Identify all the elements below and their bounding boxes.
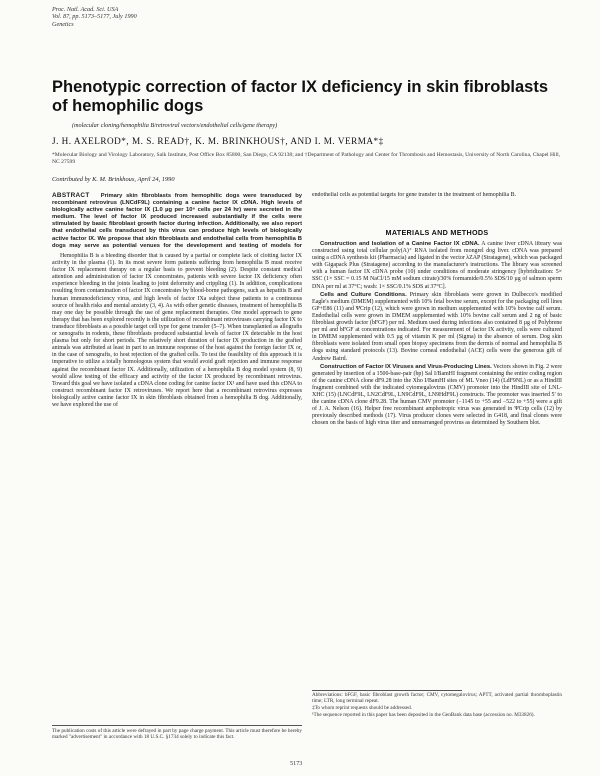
authors: J. H. AXELROD*, M. S. READ†, K. M. BRINKHOUS†, AND I. M. VERMA*‡	[52, 136, 384, 146]
section-heading-methods: MATERIALS AND METHODS	[385, 228, 489, 237]
footnote-genbank: ¹The sequence reported in this paper has been deposited in the GenBank data base (accession no. M33826).	[312, 712, 535, 719]
methods-text: A canine liver cDNA library was constructed using total cellular poly(A)⁺ RNA isolated from mongrel dog liver. cDNA was prepared using a cDNA synthesis kit (Pharmacia) and ligated in the vector λZAP (Stratagene), which was packaged with Gigapack Plus (Stratagene) according to the manufacturer's instructions. The library was screened with a human factor IX cDNA probe (10) under conditions of moderate stringency [hybridization: 5× SSC (1× SSC = 0.15 M NaCl/15 mM sodium citrate)/30% formamide/0.5% SDS/10 µg of salmon sperm DNA per ml at 37°C; wash: 1× SSC/0.1% SDS at 37°C].	[312, 241, 562, 290]
abstract-label: ABSTRACT	[52, 192, 90, 199]
methods-paragraph	[312, 241, 562, 291]
footnotes	[312, 692, 562, 756]
keywords: (molecular cloning/hemophilia B/retroviral vectors/endothelial cells/gene therapy)	[72, 122, 278, 129]
methods-paragraph	[312, 364, 562, 428]
methods-subhead: Cells and Culture Conditions.	[320, 291, 407, 298]
methods-column	[312, 241, 562, 687]
journal-section: Genetics	[52, 20, 74, 28]
abstract	[52, 192, 302, 248]
methods-text: Primary skin fibroblasts were grown in Dulbecco's modified Eagle's medium (DMEM) supplemented with 10% fetal bovine serum, except for the packaging cell lines GP+E86 (11) and ΨCrip (12), which were grown in medium supplemented with 10% bovine calf serum. Endothelial cells were grown in DMEM supplemented with 10% bovine calf serum and 2 ng of basic fibroblast growth factor (bFGF) per ml. Medium used during infections also contained 8 µg of Polybrene per ml and bFGF at concentrations indicated. For measurement of factor IX activity, cells were cultured in DMEM supplemented with 0.5 µg of vitamin K per ml (Sigma) in the absence of serum. Dog skin fibroblasts were isolated from small open biopsy specimens from the dermis of normal and hemophilia B dogs using standard protocols (13). Bovine corneal endothelial (ACE) cells were the generous gift of Andrew Baird.	[312, 291, 562, 362]
journal-header	[52, 6, 137, 28]
footnote-reprints: ‡To whom reprint requests should be addressed.	[312, 705, 413, 712]
footnote-abbreviations: Abbreviations: bFGF, basic fibroblast growth factor; CMV, cytomegalovirus; APTT, activated partial thromboplastin time; LTR, long terminal repeat.	[312, 692, 562, 705]
methods-paragraph	[312, 292, 562, 363]
affiliations: *Molecular Biology and Virology Laboratory, Salk Institute, Post Office Box 85800, San Diego, CA 92138; and †Department of Pathology and Center for Thrombosis and Hemostasis, University of North Carolina, Chapel Hill, NC 27599	[52, 152, 561, 165]
footnote-divider	[52, 725, 302, 726]
journal-volume: Vol. 87, pp. 5173–5177, July 1990	[52, 13, 137, 21]
abstract-text: Primary skin fibroblasts from hemophilic dogs were transduced by recombinant retrovirus (LNCdF9L) containing a canine factor IX cDNA. High levels of biologically active canine factor IX (1.0 µg per 10⁶ cells per 24 hr) were secreted in the medium. The level of factor IX produced increased substantially if the cells were stimulated by basic fibroblast growth factor during infection. Additionally, we also report that endothelial cells transduced by this virus can produce high levels of biologically active factor IX. We propose that skin fibroblasts and endothelial cells from hemophilia B dogs may serve as potential venues for the development and testing of models for	[52, 193, 302, 248]
methods-subhead: Construction of Factor IX Viruses and Virus-Producing Lines.	[320, 363, 492, 370]
intro-paragraph: Hemophilia B is a bleeding disorder that is caused by a partial or complete lack of clotting factor IX activity in the plasma (1). In its most severe form patients suffering from hemophilia B must receive factor IX replacement therapy on a regular basis to prevent bleeding (2). Despite constant medical attention and administration of factor IX concentrates, patients with severe factor IX deficiency often experience bleeding in the joints leading to joint deformity and crippling (1). In addition, complications resulting from contamination of factor IX concentrates by blood-borne pathogens, such as hepatitis B and human immunodeficiency virus, and high levels of factor IXa subject these patients to a continuous source of health risks and mental anxiety (3, 4). As with other genetic diseases, treatment of hemophilia B may one day be possible through the use of gene replacement therapies. One model approach to gene therapy that has been explored recently is the utilization of recombinant retroviruses carrying factor IX to transduce fibroblasts as a possible target cell type for gene transfer (5–7). When transplanted as allografts or xenografts in rodents, these fibroblasts produced substantial levels of factor IX detectable in the host plasma but only for short periods. The relatively short duration of factor IX production in the grafted animals was attributed at least in part to an immune response of the host against the foreign factor IX or, in the case of xenografts, to host rejection of the grafted cells. To test the feasibility of this approach it is imperative to utilize a totally homologous system that would avoid graft rejection and immune response against the recombinant factor IX. Additionally, utilization of a hemophilia B dog model system (8, 9) would allow testing of the efficacy and activity of the factor IX produced by recombinant retrovirus. Toward this goal we have isolated a cDNA clone coding for canine factor IX¹ and have used this cDNA to construct recombinant factor IX retroviruses. We report here that a recombinant retrovirus expresses biologically active canine factor IX in skin fibroblasts obtained from a hemophilia B dog. Additionally, we have explored the use of	[52, 253, 302, 408]
intro-continuation-text: endothelial cells as potential targets for gene transfer in the treatment of hemophilia B.	[312, 192, 517, 198]
intro-continuation	[312, 192, 562, 208]
methods-subhead: Construction and Isolation of a Canine Factor IX cDNA.	[320, 241, 480, 247]
methods-text: Vectors shown in Fig. 2 were generated by insertion of a 1500-base-pair (bp) Sal I/BamHI fragment containing the entire coding region of the canine cDNA clone dF9.28 into the Xho I/BamHI sites of ML Vneo (14) (LdF9NL) or as a HindIII fragment combined with the indicated cytomegalovirus (CMV) promoter into the HindIII site of LNL-XHC (15) (LNCdF9L, LN2CdF9L, LN9CdF9L, LN9HdF9L) constructs. The promoter was inserted 5′ to the canine cDNA clone dF9.28. The human CMV promoter (−1145 to +55 and −522 to +55) were a gift of J. A. Nelson (16). Helper free recombinant amphotropic virus was generated in ΨCrip cells (12) by previously described methods (17). Virus producer clones were selected in G418, and final clones were chosen on the basis of high virus titer and unrearranged provirus as determined by Southern blot.	[312, 363, 562, 427]
communicated-by: Contributed by K. M. Brinkhous, April 24, 1990	[52, 176, 175, 183]
footnote-divider	[312, 690, 462, 691]
introduction-column	[52, 253, 302, 723]
article-title: Phenotypic correction of factor IX deficiency in skin fibroblasts of hemophilic dogs	[52, 78, 549, 115]
page-number: 5173	[290, 760, 303, 767]
journal-name: Proc. Natl. Acad. Sci. USA	[52, 6, 119, 13]
publication-cost-note: The publication costs of this article were defrayed in part by page charge payment. This article must therefore be hereby marked "advertisement" in accordance with 18 U.S.C. §1734 solely to indicate this fact.	[52, 728, 302, 741]
